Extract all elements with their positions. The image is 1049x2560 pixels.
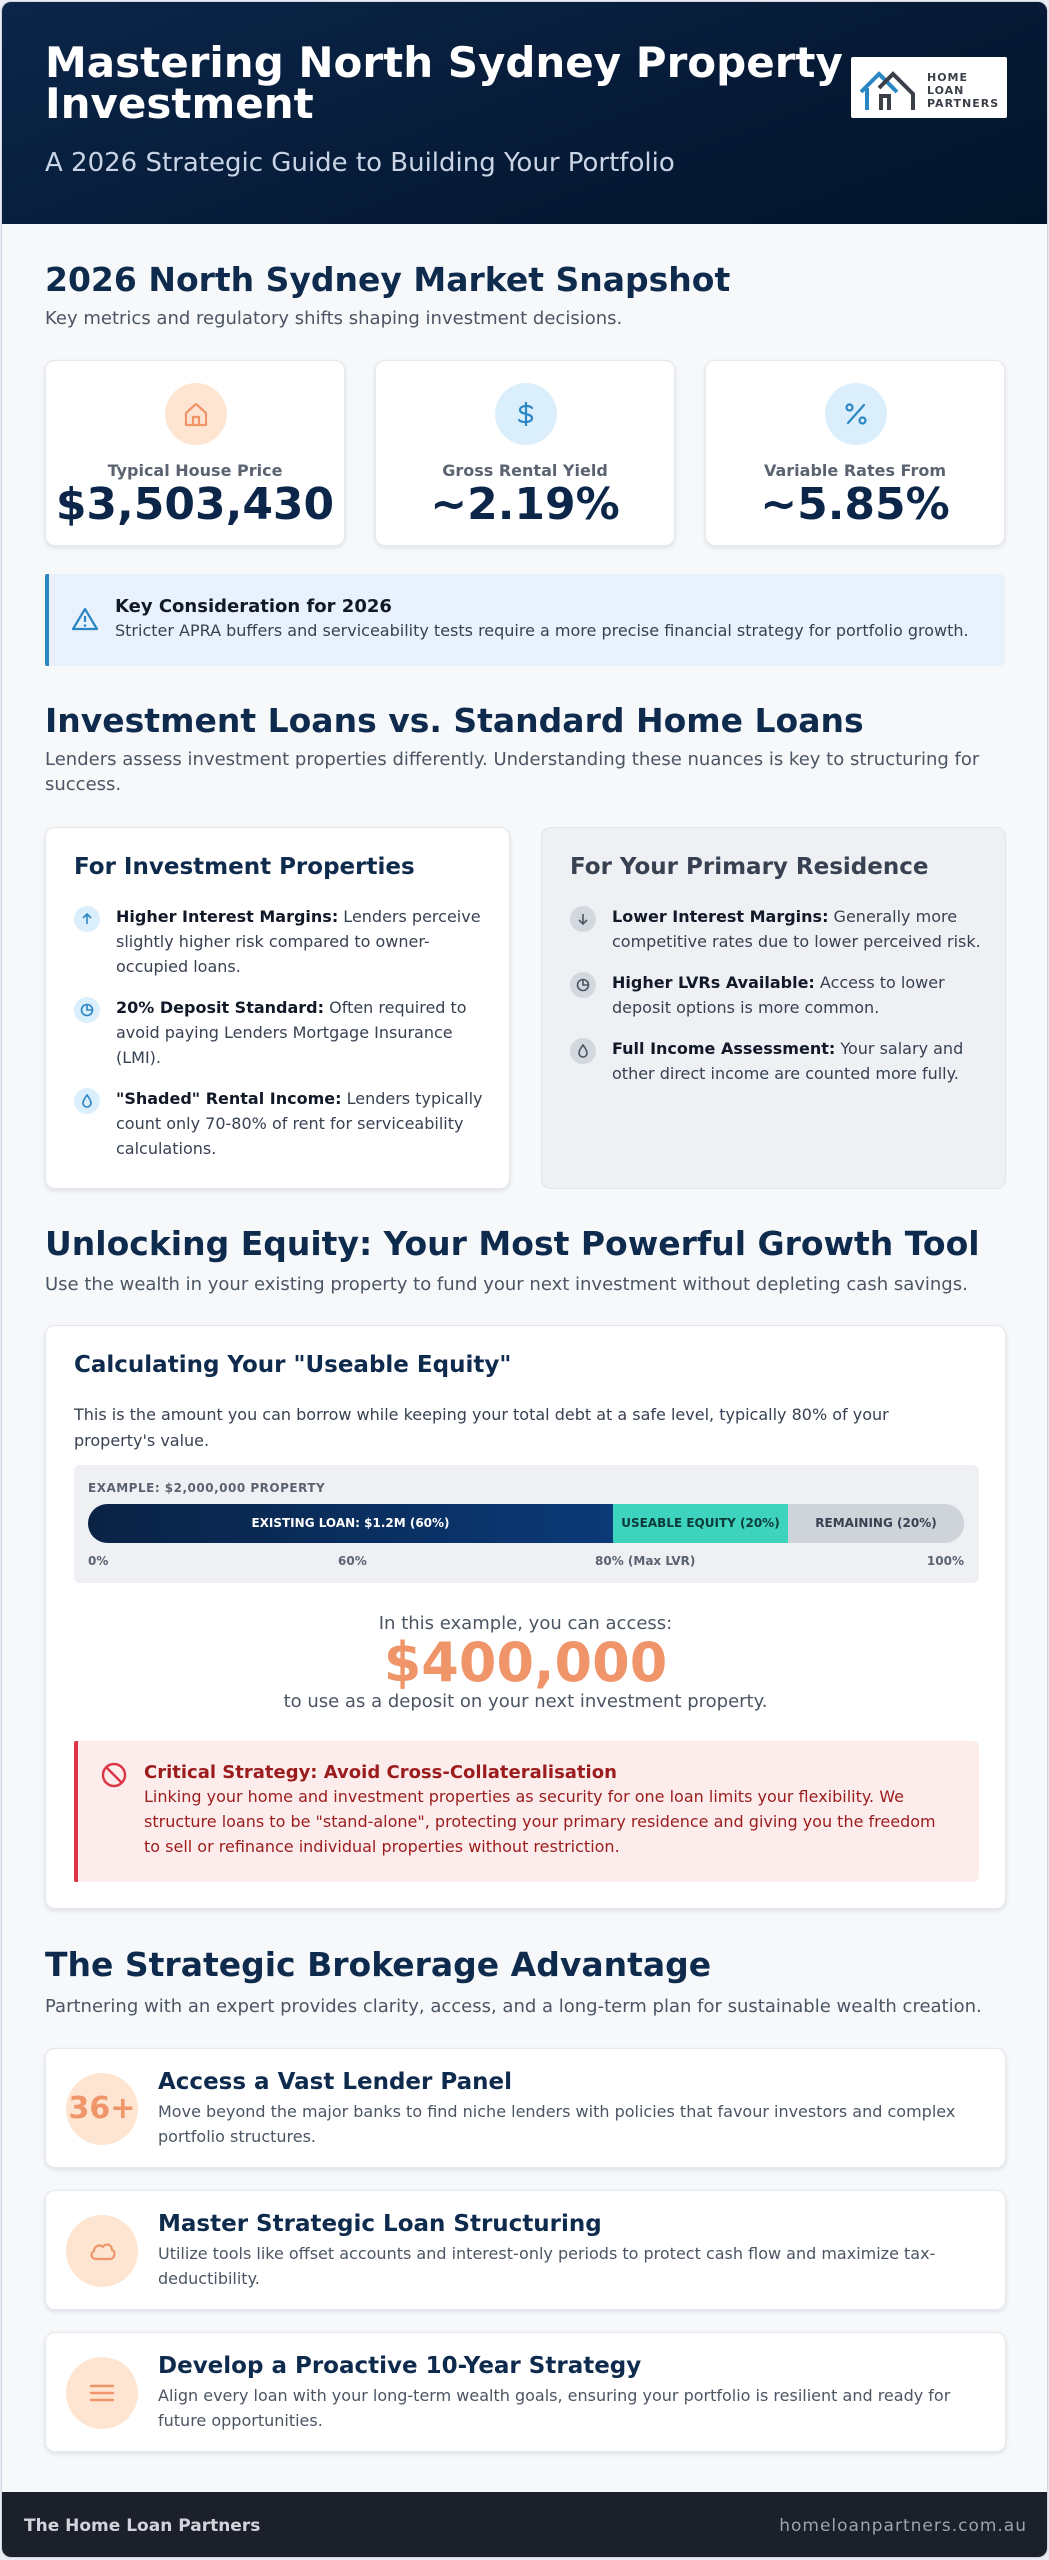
snapshot-lead: Key metrics and regulatory shifts shaping investment decisions. (45, 308, 623, 329)
stat-value: $3,503,430 (55, 479, 335, 530)
arrow-down-icon (570, 906, 596, 932)
card-title: For Your Primary Residence (570, 854, 929, 880)
lender-count-badge: 36+ (66, 2073, 138, 2145)
percent-icon (825, 383, 887, 445)
advantage-card-loan-structuring (45, 2190, 1006, 2310)
list-icon (66, 2357, 138, 2429)
bar-tick-label: 0% (88, 1554, 109, 1568)
cloud-icon (66, 2215, 138, 2287)
equity-heading: Unlocking Equity: Your Most Powerful Growth Tool (45, 1224, 980, 1263)
infographic-page (1, 1, 1048, 2558)
compare-lead: Lenders assess investment properties differently. Understanding these nuances is key to structuring for success. (45, 749, 980, 795)
equity-lead: Use the wealth in your existing property to fund your next investment without depleting cash savings. (45, 1274, 968, 1295)
investment-properties-card: For Investment Properties Higher Interest Margins: Lenders perceive slightly higher risk compared to owner-occupied loans. 20% Deposit Standard: Often required to avoid paying Lenders Mortgage Insurance (LMI). "Shaded" Rental Income: Lenders typically count only 70-80% of rent for serviceability calculations. (45, 827, 510, 1189)
bar-tick-label: 100% (926, 1554, 964, 1568)
stat-card-variable-rates (705, 360, 1005, 546)
primary-residence-card: For Your Primary Residence Lower Interest Margins: Generally more competitive rates due to lower perceived risk. Higher LVRs Available: Access to lower deposit options is more common. Full Income Assessment: Your salary and other direct income are counted more fully. (541, 827, 1006, 1189)
house-logo-icon (857, 62, 921, 114)
pie-chart-icon (74, 997, 100, 1023)
bar-tick-label: 80% (Max LVR) (595, 1554, 696, 1568)
stat-label: Gross Rental Yield (442, 461, 608, 480)
snapshot-heading: 2026 North Sydney Market Snapshot (45, 260, 731, 299)
page-title: Mastering North Sydney Property Investment (45, 38, 843, 128)
callout-title: Key Consideration for 2026 (115, 596, 392, 617)
dollar-icon (495, 383, 557, 445)
useable-equity-segment: USEABLE EQUITY (20%) (613, 1504, 788, 1543)
arrow-up-icon (74, 906, 100, 932)
pie-chart-icon (570, 972, 596, 998)
useable-equity-card (45, 1325, 1006, 1909)
equity-example-box (74, 1465, 979, 1583)
home-icon (165, 383, 227, 445)
access-outro: to use as a deposit on your next investment property. (283, 1691, 768, 1712)
advantage-text: Align every loan with your long-term wealth goals, ensuring your portfolio is resilient and ready for future opportunities. (158, 2386, 951, 2430)
prohibited-icon (100, 1761, 128, 1789)
footer-website-link[interactable]: homeloanpartners.com.au (779, 2516, 1027, 2536)
advantage-lead: Partnering with an expert provides clarity, access, and a long-term plan for sustainable wealth creation. (45, 1996, 982, 2017)
access-amount: $400,000 (383, 1631, 668, 1694)
key-consideration-callout (45, 574, 1005, 666)
stat-label: Typical House Price (107, 461, 283, 480)
stat-card-rental-yield (375, 360, 675, 546)
card-text: This is the amount you can borrow while keeping your total debt at a safe level, typically 80% of your property's value. (74, 1405, 889, 1450)
advantage-heading: The Strategic Brokerage Advantage (45, 1945, 712, 1984)
page-subtitle: A 2026 Strategic Guide to Building Your Portfolio (45, 148, 675, 178)
stat-value: ~2.19% (430, 479, 620, 530)
droplet-icon (74, 1088, 100, 1114)
card-title: For Investment Properties (74, 854, 415, 880)
advantage-text: Move beyond the major banks to find niche lenders with policies that favour investors and complex portfolio structures. (158, 2102, 956, 2146)
warning-title: Critical Strategy: Avoid Cross-Collateralisation (144, 1762, 617, 1783)
droplet-icon (570, 1038, 596, 1064)
existing-loan-segment: EXISTING LOAN: $1.2M (60%) (88, 1504, 613, 1543)
stat-label: Variable Rates From (763, 461, 946, 480)
stat-value: ~5.85% (760, 479, 950, 530)
footer-brand: The Home Loan Partners (24, 2516, 261, 2536)
compare-heading: Investment Loans vs. Standard Home Loans (45, 701, 864, 740)
warning-triangle-icon (71, 606, 99, 632)
advantage-text: Utilize tools like offset accounts and interest-only periods to protect cash flow and maximize tax-deductibility. (158, 2244, 936, 2288)
advantage-card-lender-panel (45, 2048, 1006, 2168)
callout-text: Stricter APRA buffers and serviceability tests require a more precise financial strategy for portfolio growth. (115, 621, 969, 640)
advantage-title: Access a Vast Lender Panel (158, 2069, 512, 2095)
company-logo[interactable] (851, 57, 1007, 118)
advantage-title: Develop a Proactive 10-Year Strategy (158, 2353, 642, 2379)
equity-bar (88, 1504, 964, 1543)
cross-collateralisation-warning (74, 1741, 979, 1882)
warning-text: Linking your home and investment properties as security for one loan limits your flexibility. We structure loans to be "stand-alone", protecting your primary residence and giving you the freedom to sell or refinance individual properties without restriction. (144, 1787, 936, 1856)
remaining-segment: REMAINING (20%) (788, 1504, 964, 1543)
stat-card-house-price (45, 360, 345, 546)
advantage-title: Master Strategic Loan Structuring (158, 2211, 602, 2237)
example-label: EXAMPLE: $2,000,000 PROPERTY (88, 1481, 326, 1495)
access-intro: In this example, you can access: (378, 1613, 673, 1634)
logo-wordmark: HOME LOAN PARTNERS (927, 71, 1000, 110)
bar-tick-label: 60% (338, 1554, 367, 1568)
page-footer (2, 2492, 1048, 2558)
advantage-card-ten-year-strategy (45, 2332, 1006, 2452)
hero-header (2, 2, 1048, 224)
card-title: Calculating Your "Useable Equity" (74, 1352, 512, 1378)
